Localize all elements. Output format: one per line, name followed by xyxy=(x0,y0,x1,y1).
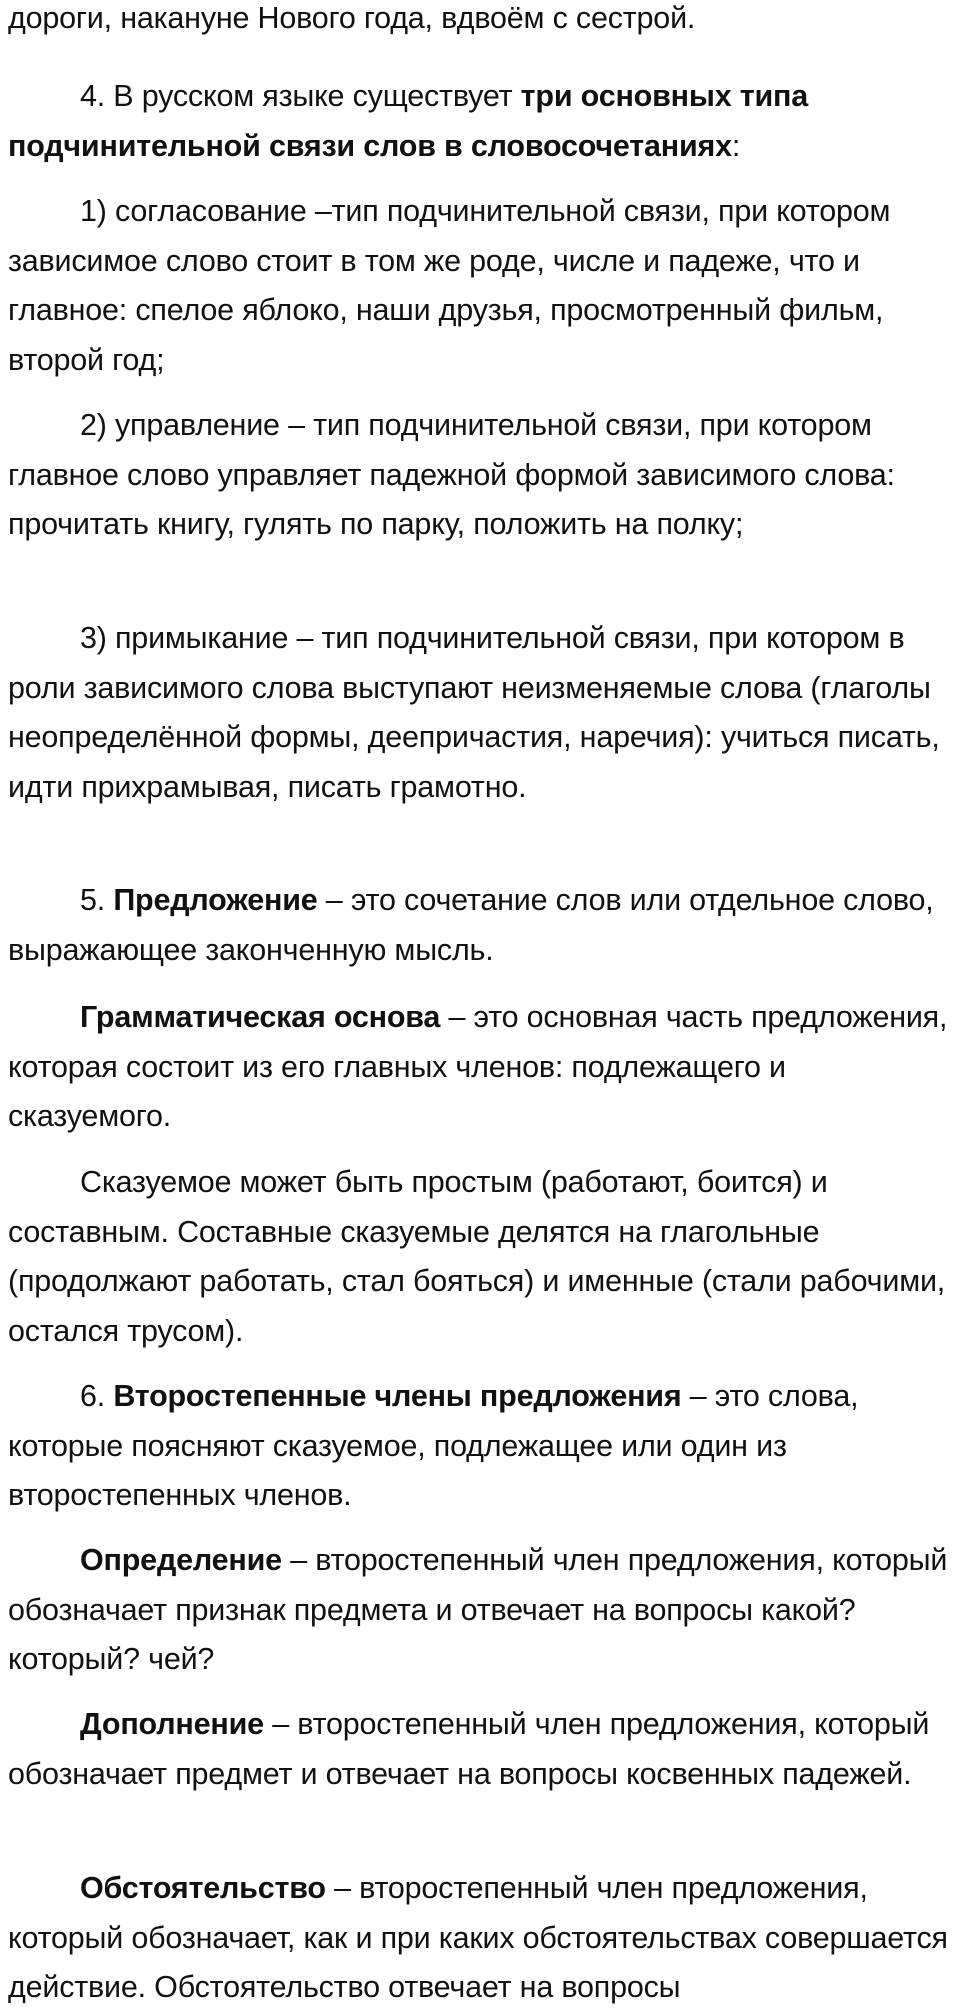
paragraph-text: дороги, накануне Нового года, вдвоём с сестрой. xyxy=(8,1,696,35)
bold-term: Определение xyxy=(80,1543,282,1577)
paragraph-number: 5. xyxy=(80,883,114,917)
bold-term: Предложение xyxy=(113,883,318,917)
paragraph-text: 1) согласование –тип подчинительной связи, при котором зависимое слово стоит в том же роде, числе и падеже, что и главное: спелое яблоко, наши друзья, просмотренный фильм, второй год; xyxy=(8,194,891,377)
paragraph-predicate xyxy=(8,1158,950,1356)
paragraph-text: 2) управление – тип подчинительной связи, при котором главное слово управляет падежной формой зависимого слова: прочитать книгу, гулять по парку, положить на полку; xyxy=(8,408,895,541)
bold-term: Грамматическая основа xyxy=(80,1000,441,1034)
paragraph-text: Сказуемое может быть простым (работают, боится) и составным. Составные сказуемые делятся на глагольные (продолжают работать, стал бояться) и именные (стали рабочими, остался трусом). xyxy=(8,1165,946,1348)
paragraph-5-sentence xyxy=(8,876,950,975)
paragraph-grammatical-basis xyxy=(8,993,950,1142)
paragraph-adjunction xyxy=(8,614,950,812)
paragraph-text: – это основная часть предложения, которая состоит из его главных членов: подлежащего и сказуемого. xyxy=(8,1000,948,1133)
paragraph-number: 4. В русском языке существует xyxy=(80,79,521,113)
paragraph-government xyxy=(8,401,950,550)
paragraph-text: – второстепенный член предложения, который обозначает, как и при каких обстоятельствах совершается действие. Обстоятельство отвечает на вопросы xyxy=(8,1871,948,2004)
bold-term: Дополнение xyxy=(80,1707,264,1741)
bold-term: Обстоятельство xyxy=(80,1871,326,1905)
paragraph-6-secondary-members xyxy=(8,1372,950,1521)
paragraph-text: : xyxy=(731,128,741,163)
bold-term: Второстепенные члены предложения xyxy=(113,1379,682,1413)
paragraph-adverbial xyxy=(8,1864,950,2013)
paragraph-number: 6. xyxy=(80,1379,114,1413)
paragraph-text: – второстепенный член предложения, который обозначает признак предмета и отвечает на вопросы какой? который? чей? xyxy=(8,1543,948,1676)
paragraph-agreement xyxy=(8,187,950,385)
paragraph-text: 3) примыкание – тип подчинительной связи, при котором в роли зависимого слова выступают неизменяемые слова (глаголы неопределённой формы, деепричастия, наречия): учиться писать, идти прихрамывая, писать грамотно. xyxy=(8,621,940,804)
paragraph-attribute xyxy=(8,1536,950,1685)
paragraph-object xyxy=(8,1700,950,1799)
paragraph-intro-tail xyxy=(8,0,950,44)
paragraph-text: – это сочетание слов или отдельное слово, выражающее законченную мысль. xyxy=(8,883,934,967)
paragraph-4-connection-types xyxy=(8,72,950,171)
paragraph-text: – это слова, которые поясняют сказуемое, подлежащее или один из второстепенных членов. xyxy=(8,1379,859,1512)
paragraph-text: – второстепенный член предложения, который обозначает предмет и отвечает на вопросы косвенных падежей. xyxy=(8,1707,930,1791)
bold-term: три основных типа подчинительной связи слов в словосочетаниях xyxy=(8,79,809,163)
